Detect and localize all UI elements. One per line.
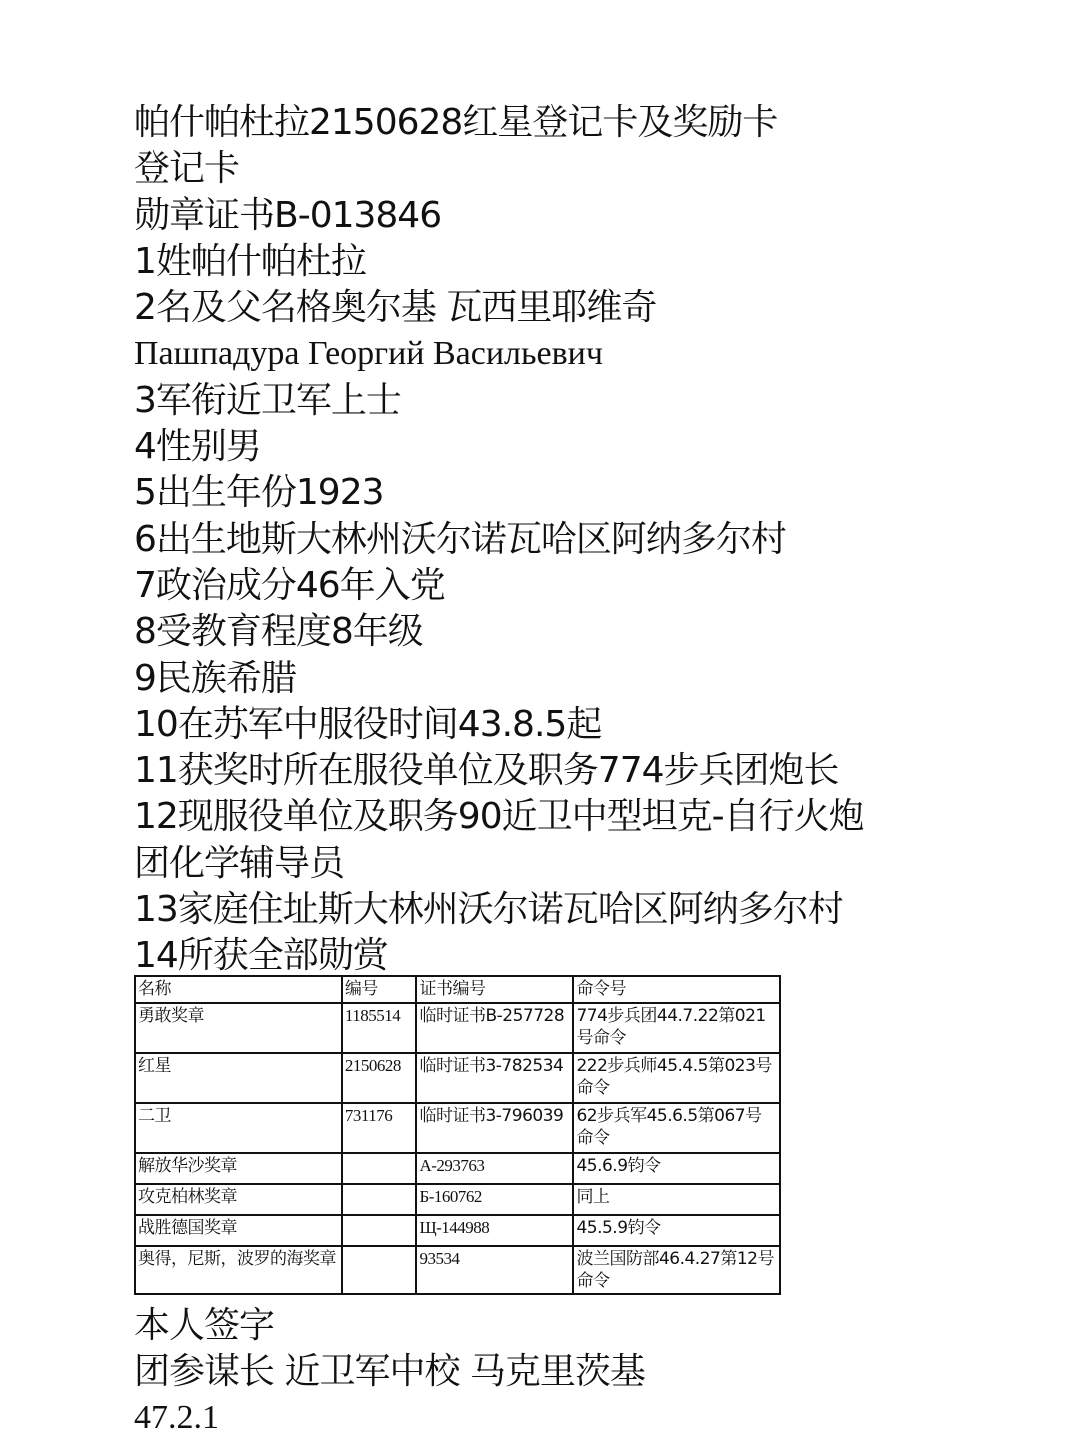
field-service-start: 10在苏军中服役时间43.8.5起 [134, 703, 602, 745]
cell-certificate: 临时证书3-796039 [416, 1103, 573, 1153]
cell-name: 二卫 [135, 1103, 342, 1153]
cell-number [342, 1246, 417, 1294]
cell-order: 222步兵师45.4.5第023号命令 [573, 1053, 780, 1103]
cell-order: 774步兵团44.7.22第021号命令 [573, 1003, 780, 1053]
cell-name: 攻克柏林奖章 [135, 1184, 342, 1215]
field-nationality: 9民族希腊 [134, 657, 296, 699]
table-row [135, 1053, 780, 1103]
cell-certificate: 93534 [416, 1246, 573, 1294]
field-education: 8受教育程度8年级 [134, 611, 423, 653]
cell-number: 2150628 [342, 1053, 417, 1103]
field-all-awards: 14所获全部勋赏 [134, 935, 388, 977]
field-party: 7政治成分46年入党 [134, 564, 445, 606]
cell-number [342, 1153, 417, 1184]
cell-certificate: A-293763 [416, 1153, 573, 1184]
signature-label: 本人签字 [134, 1305, 275, 1346]
table-row [135, 1153, 780, 1184]
cell-number: 1185514 [342, 1003, 417, 1053]
table-row [135, 1246, 780, 1294]
field-birth-year: 5出生年份1923 [134, 472, 384, 514]
cell-number: 731176 [342, 1103, 417, 1153]
cell-certificate: 临时证书3-782534 [416, 1053, 573, 1103]
signature-block [134, 1303, 645, 1441]
cell-number [342, 1215, 417, 1246]
registration-card [134, 100, 1034, 980]
field-current-unit: 12现服役单位及职务90近卫中型坦克-自行火炮 [134, 796, 864, 838]
field-surname: 1姓帕什帕杜拉 [134, 240, 366, 282]
cell-order: 同上 [573, 1184, 780, 1215]
header-number: 编号 [342, 976, 417, 1003]
cell-name: 解放华沙奖章 [135, 1153, 342, 1184]
field-rank: 3军衔近卫军上士 [134, 379, 401, 421]
cell-number [342, 1184, 417, 1215]
certificate-number: 勋章证书B-013846 [134, 194, 442, 236]
cell-certificate: 临时证书B-257728 [416, 1003, 573, 1053]
document-title: 帕什帕杜拉2150628红星登记卡及奖励卡 [134, 102, 778, 143]
cell-order: 波兰国防部46.4.27第12号命令 [573, 1246, 780, 1294]
table-row [135, 1103, 780, 1153]
cell-name: 红星 [135, 1053, 342, 1103]
field-unit-at-award: 11获奖时所在服役单位及职务774步兵团炮长 [134, 750, 839, 792]
signature-date: 47.2.1 [134, 1399, 219, 1436]
field-sex: 4性别男 [134, 426, 261, 468]
table-row [135, 1003, 780, 1053]
header-order: 命令号 [573, 976, 780, 1003]
table-row [135, 1215, 780, 1246]
awards-table [134, 975, 781, 1295]
officer-signature: 团参谋长 近卫军中校 马克里茨基 [134, 1351, 645, 1392]
field-name-patronymic: 2名及父名格奥尔基 瓦西里耶维奇 [134, 287, 657, 329]
field-current-unit-cont: 团化学辅导员 [134, 842, 345, 884]
field-home-address: 13家庭住址斯大林州沃尔诺瓦哈区阿纳多尔村 [134, 889, 843, 931]
header-certificate: 证书编号 [416, 976, 573, 1003]
cell-name: 战胜德国奖章 [135, 1215, 342, 1246]
field-name-russian: Пашпадура Георгий Васильевич [134, 335, 603, 373]
field-birthplace: 6出生地斯大林州沃尔诺瓦哈区阿纳多尔村 [134, 518, 786, 560]
cell-order: 62步兵军45.6.5第067号命令 [573, 1103, 780, 1153]
table-header-row [135, 976, 780, 1003]
table-row [135, 1184, 780, 1215]
cell-name: 勇敢奖章 [135, 1003, 342, 1053]
cell-name: 奥得，尼斯，波罗的海奖章 [135, 1246, 342, 1294]
cell-order: 45.5.9钧令 [573, 1215, 780, 1246]
header-name: 名称 [135, 976, 342, 1003]
cell-certificate: Щ-144988 [416, 1215, 573, 1246]
cell-order: 45.6.9钧令 [573, 1153, 780, 1184]
document-subtitle: 登记卡 [134, 148, 240, 190]
cell-certificate: Б-160762 [416, 1184, 573, 1215]
